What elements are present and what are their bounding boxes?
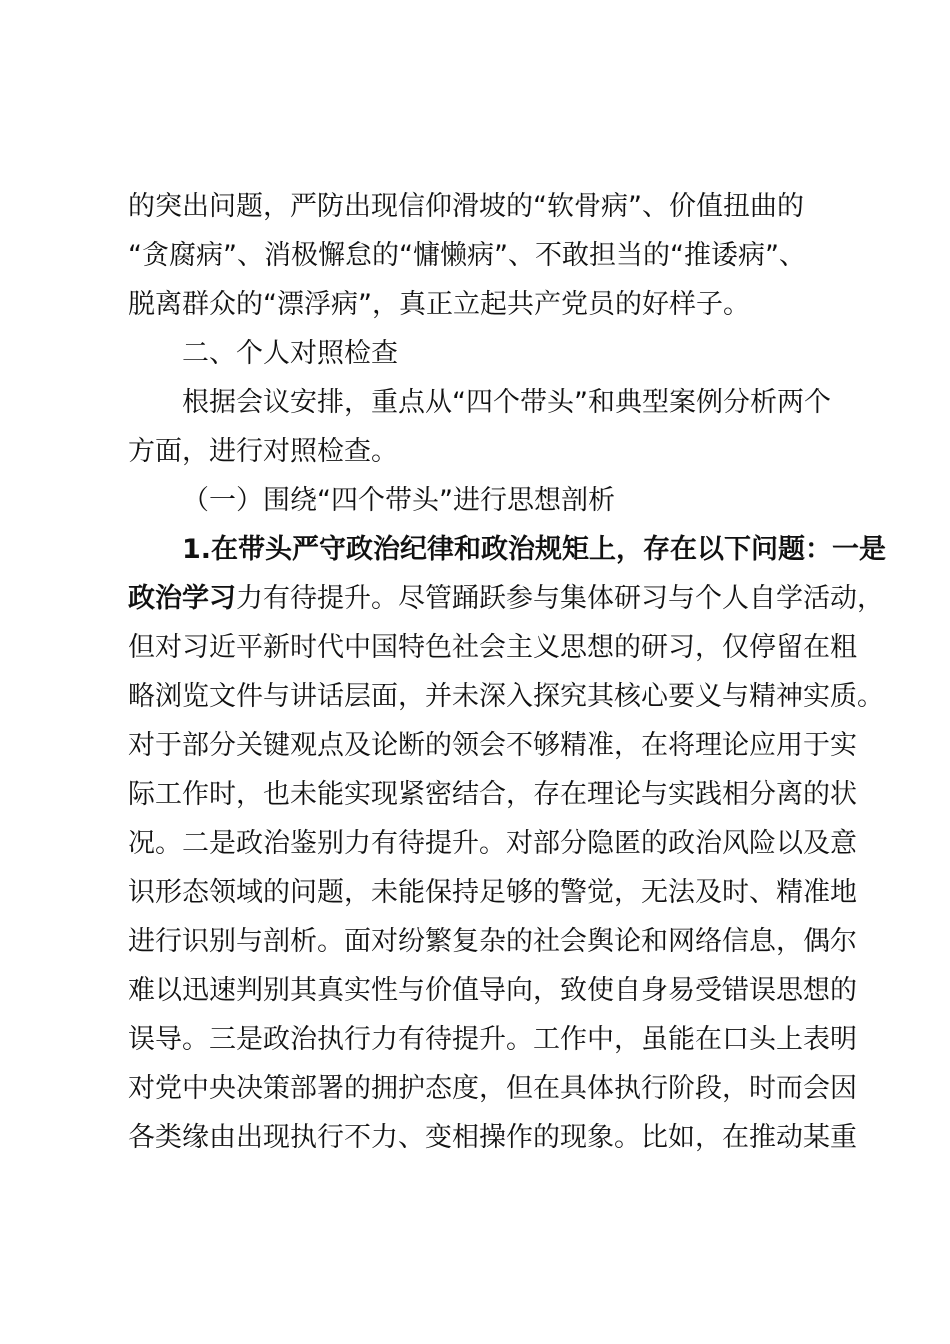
body-text-line: 进行识别与剖析。面对纷繁复杂的社会舆论和网络信息，偶尔 (128, 926, 857, 957)
body-text-line: 难以迅速判别其真实性与价值导向，致使自身易受错误思想的 (128, 975, 857, 1006)
body-text-line (128, 577, 884, 621)
body-text-line: “贪腐病”、消极懈怠的“慵懒病”、不敢担当的“推诿病”、 (128, 240, 806, 271)
body-text-line: 际工作时，也未能实现紧密结合，存在理论与实践相分离的状 (128, 779, 857, 810)
subsection-heading: （一）围绕“四个带头”进行思想剖析 (182, 485, 615, 516)
body-text-segment: 力有待提升。尽管踊跃参与集体研习与个人自学活动， (236, 583, 884, 614)
body-text-line: 略浏览文件与讲话层面，并未深入探究其核心要义与精神实质。 (128, 681, 884, 712)
body-text-line: 对于部分关键观点及论断的领会不够精准，在将理论应用于实 (128, 730, 857, 761)
body-text-line: 误导。三是政治执行力有待提升。工作中，虽能在口头上表明 (128, 1024, 857, 1055)
body-text-line: 况。二是政治鉴别力有待提升。对部分隐匿的政治风险以及意 (128, 828, 857, 859)
body-text-line: 识形态领域的问题，未能保持足够的警觉，无法及时、精准地 (128, 877, 857, 908)
body-text-line: 脱离群众的“漂浮病”，真正立起共产党员的好样子。 (128, 289, 750, 320)
item-heading: 1.在带头严守政治纪律和政治规矩上，存在以下问题：一是 (182, 534, 887, 565)
bold-lead-text: 政治学习 (128, 583, 236, 614)
body-text-line: 方面，进行对照检查。 (128, 436, 398, 467)
section-heading: 二、个人对照检查 (182, 338, 398, 369)
body-text-line: 对党中央决策部署的拥护态度，但在具体执行阶段，时而会因 (128, 1073, 857, 1104)
body-text-line: 各类缘由出现执行不力、变相操作的现象。比如，在推动某重 (128, 1122, 857, 1153)
body-text-line: 但对习近平新时代中国特色社会主义思想的研习，仅停留在粗 (128, 632, 857, 663)
body-text-line: 的突出问题，严防出现信仰滑坡的“软骨病”、价值扭曲的 (128, 191, 804, 222)
body-text-line: 根据会议安排，重点从“四个带头”和典型案例分析两个 (182, 387, 831, 418)
